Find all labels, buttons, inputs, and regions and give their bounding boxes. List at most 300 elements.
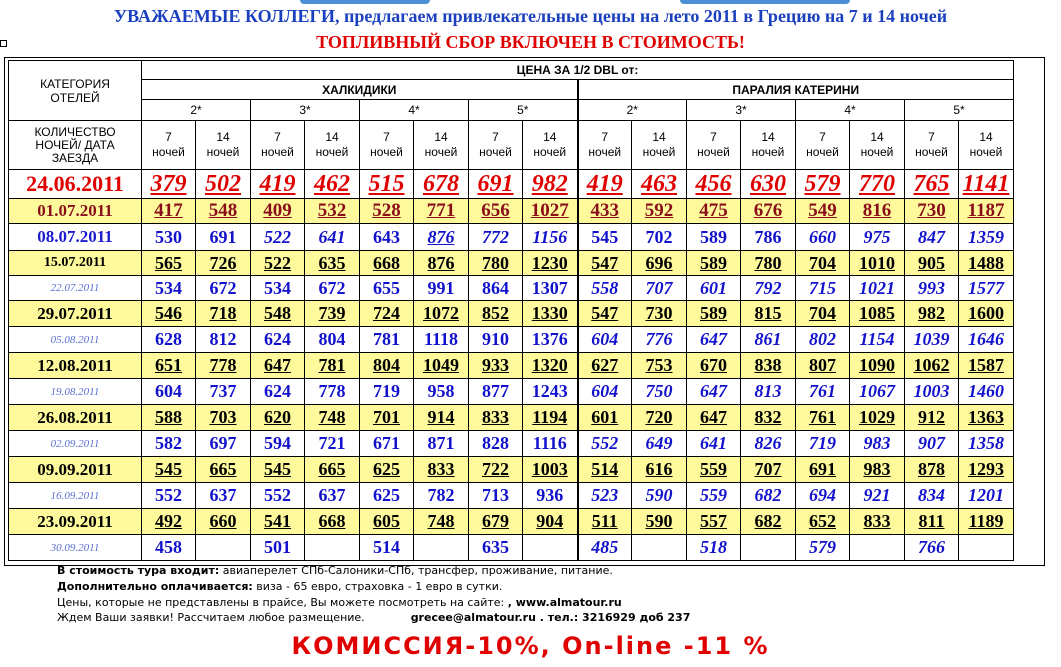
price-cell: 522 <box>251 251 305 276</box>
price-cell: 522 <box>251 224 305 251</box>
price-cell: 1243 <box>523 379 578 405</box>
price-cell: 781 <box>305 353 360 379</box>
price-cell: 579 <box>796 170 850 199</box>
price-cell <box>523 535 578 561</box>
price-cell: 665 <box>305 457 360 483</box>
price-cell: 804 <box>360 353 414 379</box>
price-cell: 771 <box>414 199 469 224</box>
price-cell: 983 <box>850 457 905 483</box>
price-cell: 847 <box>905 224 959 251</box>
price-cell: 668 <box>305 509 360 535</box>
price-cell <box>741 535 796 561</box>
price-cell: 604 <box>142 379 196 405</box>
price-cell: 982 <box>523 170 578 199</box>
price-cell: 834 <box>905 483 959 509</box>
price-cell: 724 <box>360 301 414 327</box>
price-cell: 691 <box>196 224 251 251</box>
price-cell: 558 <box>578 276 632 301</box>
table-row <box>9 431 1014 457</box>
nights-header: 7 ночей <box>142 121 196 170</box>
price-cell: 737 <box>196 379 251 405</box>
nights-header: 7 ночей <box>360 121 414 170</box>
arrival-date: 05.08.2011 <box>9 327 142 353</box>
footer-line-extra: Дополнительно оплачивается: виза - 65 евро, страховка - 1 евро в сутки. <box>57 580 503 593</box>
arrival-date: 02.09.2011 <box>9 431 142 457</box>
price-cell: 475 <box>687 199 741 224</box>
arrival-date: 19.08.2011 <box>9 379 142 405</box>
price-cell: 604 <box>578 327 632 353</box>
nights-header: 7 ночей <box>796 121 850 170</box>
price-cell: 1460 <box>959 379 1014 405</box>
price-cell: 852 <box>469 301 523 327</box>
price-cell: 628 <box>142 327 196 353</box>
price-cell: 1154 <box>850 327 905 353</box>
price-cell: 643 <box>360 224 414 251</box>
price-cell: 1116 <box>523 431 578 457</box>
price-cell: 601 <box>578 405 632 431</box>
arrival-date: 29.07.2011 <box>9 301 142 327</box>
price-cell: 816 <box>850 199 905 224</box>
price-cell: 704 <box>796 251 850 276</box>
price-cell: 1039 <box>905 327 959 353</box>
price-cell: 530 <box>142 224 196 251</box>
star-category-header: 2* <box>142 100 251 121</box>
price-cell: 647 <box>687 327 741 353</box>
price-cell: 502 <box>196 170 251 199</box>
price-cell: 1029 <box>850 405 905 431</box>
star-category-header: 2* <box>578 100 687 121</box>
price-cell <box>196 535 251 561</box>
price-cell: 547 <box>578 301 632 327</box>
price-cell: 433 <box>578 199 632 224</box>
price-cell: 579 <box>796 535 850 561</box>
nights-header: 14 ночей <box>523 121 578 170</box>
price-cell: 991 <box>414 276 469 301</box>
price-cell: 1062 <box>905 353 959 379</box>
nights-header: 7 ночей <box>251 121 305 170</box>
price-cell: 656 <box>469 199 523 224</box>
price-cell: 1359 <box>959 224 1014 251</box>
nights-header: 7 ночей <box>905 121 959 170</box>
price-cell: 770 <box>850 170 905 199</box>
price-cell: 753 <box>632 353 687 379</box>
price-cell: 605 <box>360 509 414 535</box>
price-cell: 702 <box>632 224 687 251</box>
price-cell: 630 <box>741 170 796 199</box>
price-cell: 691 <box>796 457 850 483</box>
arrival-date: 24.06.2011 <box>9 170 142 199</box>
header-title: УВАЖАЕМЫЕ КОЛЛЕГИ, предлагаем привлекательные цены на лето 2011 в Грецию на 7 и 14 ночей <box>113 6 948 26</box>
nights-header: 14 ночей <box>305 121 360 170</box>
price-cell: 772 <box>469 224 523 251</box>
arrival-date: 09.09.2011 <box>9 457 142 483</box>
price-cell: 713 <box>469 483 523 509</box>
price-cell: 765 <box>905 170 959 199</box>
price-cell: 1085 <box>850 301 905 327</box>
price-cell: 1049 <box>414 353 469 379</box>
price-cell: 958 <box>414 379 469 405</box>
price-cell: 635 <box>305 251 360 276</box>
price-cell: 534 <box>251 276 305 301</box>
price-cell: 904 <box>523 509 578 535</box>
price-cell: 523 <box>578 483 632 509</box>
price-cell: 409 <box>251 199 305 224</box>
price-cell: 665 <box>196 457 251 483</box>
price-cell: 761 <box>796 405 850 431</box>
region-halkidiki: ХАЛКИДИКИ <box>142 80 578 100</box>
price-cell: 601 <box>687 276 741 301</box>
price-cell: 766 <box>905 535 959 561</box>
price-cell: 557 <box>687 509 741 535</box>
table-row <box>9 170 1014 199</box>
price-cell: 1189 <box>959 509 1014 535</box>
nights-header: 7 ночей <box>687 121 741 170</box>
arrival-date: 08.07.2011 <box>9 224 142 251</box>
price-cell: 812 <box>196 327 251 353</box>
price-cell: 864 <box>469 276 523 301</box>
price-cell: 802 <box>796 327 850 353</box>
price-cell: 748 <box>414 509 469 535</box>
price-cell: 718 <box>196 301 251 327</box>
price-cell: 594 <box>251 431 305 457</box>
price-cell: 778 <box>196 353 251 379</box>
price-cell: 1141 <box>959 170 1014 199</box>
arrival-date: 22.07.2011 <box>9 276 142 301</box>
price-cell: 552 <box>251 483 305 509</box>
price-cell <box>850 535 905 561</box>
nights-header: 7 ночей <box>469 121 523 170</box>
arrival-date: 30.09.2011 <box>9 535 142 561</box>
price-cell: 1027 <box>523 199 578 224</box>
price-cell: 781 <box>360 327 414 353</box>
price-cell: 780 <box>741 251 796 276</box>
price-cell: 1358 <box>959 431 1014 457</box>
price-cell: 761 <box>796 379 850 405</box>
price-cell: 748 <box>305 405 360 431</box>
category-header: КАТЕГОРИЯ ОТЕЛЕЙ <box>9 61 142 121</box>
price-cell: 462 <box>305 170 360 199</box>
price-cell: 826 <box>741 431 796 457</box>
price-cell: 552 <box>142 483 196 509</box>
price-cell: 668 <box>360 251 414 276</box>
price-cell: 672 <box>305 276 360 301</box>
nights-header: 14 ночей <box>632 121 687 170</box>
price-cell: 871 <box>414 431 469 457</box>
price-cell: 546 <box>142 301 196 327</box>
price-cell: 876 <box>414 251 469 276</box>
price-cell: 905 <box>905 251 959 276</box>
price-cell: 704 <box>796 301 850 327</box>
price-cell: 1072 <box>414 301 469 327</box>
corner-marker <box>0 40 7 47</box>
arrival-date: 23.09.2011 <box>9 509 142 535</box>
price-cell: 548 <box>251 301 305 327</box>
price-cell: 676 <box>741 199 796 224</box>
price-cell: 697 <box>196 431 251 457</box>
price-cell: 1021 <box>850 276 905 301</box>
price-cell: 719 <box>360 379 414 405</box>
price-cell: 1201 <box>959 483 1014 509</box>
price-cell: 691 <box>469 170 523 199</box>
price-cell: 720 <box>632 405 687 431</box>
nights-header: 14 ночей <box>196 121 251 170</box>
price-cell: 1307 <box>523 276 578 301</box>
price-header: ЦЕНА ЗА 1/2 DBL от: <box>142 61 1014 80</box>
price-cell: 807 <box>796 353 850 379</box>
price-cell: 641 <box>305 224 360 251</box>
price-cell: 876 <box>414 224 469 251</box>
price-cell: 813 <box>741 379 796 405</box>
price-cell: 1156 <box>523 224 578 251</box>
price-cell: 624 <box>251 327 305 353</box>
price-cell <box>414 535 469 561</box>
price-cell: 1330 <box>523 301 578 327</box>
price-cell: 625 <box>360 483 414 509</box>
price-cell: 975 <box>850 224 905 251</box>
price-cell: 582 <box>142 431 196 457</box>
price-cell: 518 <box>687 535 741 561</box>
price-cell: 921 <box>850 483 905 509</box>
price-cell: 786 <box>741 224 796 251</box>
price-cell: 545 <box>142 457 196 483</box>
price-cell: 463 <box>632 170 687 199</box>
price-cell: 592 <box>632 199 687 224</box>
price-cell: 833 <box>414 457 469 483</box>
nights-header: 14 ночей <box>741 121 796 170</box>
price-cell: 815 <box>741 301 796 327</box>
star-category-header: 3* <box>251 100 360 121</box>
price-cell: 707 <box>632 276 687 301</box>
price-cell: 647 <box>251 353 305 379</box>
price-cell: 678 <box>414 170 469 199</box>
price-cell: 647 <box>687 405 741 431</box>
price-cell: 982 <box>905 301 959 327</box>
price-cell: 1376 <box>523 327 578 353</box>
price-cell: 1230 <box>523 251 578 276</box>
price-cell: 1646 <box>959 327 1014 353</box>
price-cell: 776 <box>632 327 687 353</box>
contact-email[interactable]: grecee@almatour.ru . тел.: 3216929 доб 237 <box>410 611 691 624</box>
price-cell: 379 <box>142 170 196 199</box>
header-decoration <box>680 0 850 4</box>
price-cell: 647 <box>687 379 741 405</box>
arrival-date: 16.09.2011 <box>9 483 142 509</box>
price-cell: 655 <box>360 276 414 301</box>
price-cell: 1194 <box>523 405 578 431</box>
price-cell: 877 <box>469 379 523 405</box>
price-cell: 730 <box>905 199 959 224</box>
price-cell: 528 <box>360 199 414 224</box>
site-link[interactable]: , www.almatour.ru <box>507 596 622 609</box>
table-row <box>9 457 1014 483</box>
price-cell: 1067 <box>850 379 905 405</box>
table-row <box>9 535 1014 561</box>
price-cell: 651 <box>142 353 196 379</box>
price-cell: 696 <box>632 251 687 276</box>
price-cell: 627 <box>578 353 632 379</box>
price-cell: 589 <box>687 224 741 251</box>
price-cell <box>632 535 687 561</box>
table-row <box>9 251 1014 276</box>
nights-header: 14 ночей <box>850 121 905 170</box>
price-cell: 993 <box>905 276 959 301</box>
price-cell: 549 <box>796 199 850 224</box>
price-cell: 778 <box>305 379 360 405</box>
price-cell: 545 <box>578 224 632 251</box>
table-row <box>9 199 1014 224</box>
price-cell: 485 <box>578 535 632 561</box>
star-category-header: 5* <box>469 100 578 121</box>
price-cell: 682 <box>741 483 796 509</box>
price-cell: 547 <box>578 251 632 276</box>
price-cell: 914 <box>414 405 469 431</box>
footer-line-included: В стоимость тура входит: авиаперелет СПб-Салоники-СПб, трансфер, проживание, питание. <box>57 564 613 577</box>
price-cell: 501 <box>251 535 305 561</box>
price-cell: 672 <box>196 276 251 301</box>
price-cell: 1488 <box>959 251 1014 276</box>
price-cell: 649 <box>632 431 687 457</box>
header-subtitle: ТОПЛИВНЫЙ СБОР ВКЛЮЧЕН В СТОИМОСТЬ! <box>316 32 745 52</box>
price-cell: 1363 <box>959 405 1014 431</box>
price-cell: 1090 <box>850 353 905 379</box>
price-cell: 983 <box>850 431 905 457</box>
price-cell: 635 <box>469 535 523 561</box>
price-cell: 832 <box>741 405 796 431</box>
price-cell: 739 <box>305 301 360 327</box>
price-cell: 624 <box>251 379 305 405</box>
price-cell: 590 <box>632 509 687 535</box>
price-cell: 589 <box>687 301 741 327</box>
price-cell: 534 <box>142 276 196 301</box>
nights-date-label: КОЛИЧЕСТВО НОЧЕЙ/ ДАТА ЗАЕЗДА <box>9 121 142 170</box>
price-cell: 792 <box>741 276 796 301</box>
price-cell: 458 <box>142 535 196 561</box>
arrival-date: 26.08.2011 <box>9 405 142 431</box>
table-row <box>9 353 1014 379</box>
price-cell: 1587 <box>959 353 1014 379</box>
price-cell: 750 <box>632 379 687 405</box>
price-cell: 620 <box>251 405 305 431</box>
price-cell: 514 <box>360 535 414 561</box>
price-cell: 936 <box>523 483 578 509</box>
price-cell: 565 <box>142 251 196 276</box>
price-cell: 604 <box>578 379 632 405</box>
price-cell: 828 <box>469 431 523 457</box>
price-cell: 782 <box>414 483 469 509</box>
price-cell: 907 <box>905 431 959 457</box>
price-cell: 419 <box>578 170 632 199</box>
table-row <box>9 509 1014 535</box>
price-cell: 660 <box>796 224 850 251</box>
nights-header: 7 ночей <box>578 121 632 170</box>
price-table <box>8 60 1014 561</box>
price-cell: 589 <box>687 251 741 276</box>
star-category-header: 4* <box>360 100 469 121</box>
footer-line-site: Цены, которые не представлены в прайсе, Вы можете посмотреть на сайте: , www.almatour.ru <box>57 596 622 609</box>
price-cell: 833 <box>850 509 905 535</box>
arrival-date: 15.07.2011 <box>9 251 142 276</box>
price-cell: 514 <box>578 457 632 483</box>
table-row <box>9 405 1014 431</box>
price-cell: 548 <box>196 199 251 224</box>
price-cell: 552 <box>578 431 632 457</box>
price-cell: 545 <box>251 457 305 483</box>
nights-header: 14 ночей <box>959 121 1014 170</box>
price-cell: 703 <box>196 405 251 431</box>
price-cell <box>959 535 1014 561</box>
region-paralia-katerini: ПАРАЛИЯ КАТЕРИНИ <box>578 80 1014 100</box>
price-cell: 637 <box>196 483 251 509</box>
price-cell: 532 <box>305 199 360 224</box>
price-cell: 682 <box>741 509 796 535</box>
commission-promo: КОМИССИЯ-10%, On-line -11 % <box>291 632 770 660</box>
price-cell: 715 <box>796 276 850 301</box>
table-row <box>9 224 1014 251</box>
price-cell: 417 <box>142 199 196 224</box>
price-cell: 1003 <box>523 457 578 483</box>
price-cell: 1600 <box>959 301 1014 327</box>
price-cell <box>305 535 360 561</box>
table-row <box>9 327 1014 353</box>
footer-line-contacts: Ждем Ваши заявки! Рассчитаем любое размещение. grecee@almatour.ru . тел.: 3216929 доб 237 <box>57 611 691 624</box>
price-cell: 861 <box>741 327 796 353</box>
price-cell: 1577 <box>959 276 1014 301</box>
price-cell: 1320 <box>523 353 578 379</box>
price-cell: 511 <box>578 509 632 535</box>
price-cell: 670 <box>687 353 741 379</box>
price-cell: 1003 <box>905 379 959 405</box>
price-cell: 730 <box>632 301 687 327</box>
price-cell: 833 <box>469 405 523 431</box>
price-cell: 719 <box>796 431 850 457</box>
price-cell: 1118 <box>414 327 469 353</box>
price-cell: 804 <box>305 327 360 353</box>
table-row <box>9 483 1014 509</box>
price-cell: 780 <box>469 251 523 276</box>
price-cell: 811 <box>905 509 959 535</box>
price-cell: 456 <box>687 170 741 199</box>
price-cell: 559 <box>687 457 741 483</box>
price-cell: 679 <box>469 509 523 535</box>
price-cell: 590 <box>632 483 687 509</box>
star-category-header: 3* <box>687 100 796 121</box>
price-cell: 910 <box>469 327 523 353</box>
price-cell: 838 <box>741 353 796 379</box>
price-cell: 492 <box>142 509 196 535</box>
price-cell: 671 <box>360 431 414 457</box>
star-category-header: 4* <box>796 100 905 121</box>
price-cell: 1010 <box>850 251 905 276</box>
price-cell: 722 <box>469 457 523 483</box>
price-cell: 616 <box>632 457 687 483</box>
price-cell: 559 <box>687 483 741 509</box>
price-cell: 707 <box>741 457 796 483</box>
arrival-date: 01.07.2011 <box>9 199 142 224</box>
price-cell: 652 <box>796 509 850 535</box>
header-decoration <box>300 0 430 4</box>
price-cell: 878 <box>905 457 959 483</box>
price-cell: 515 <box>360 170 414 199</box>
price-cell: 726 <box>196 251 251 276</box>
price-cell: 1187 <box>959 199 1014 224</box>
price-cell: 694 <box>796 483 850 509</box>
price-cell: 641 <box>687 431 741 457</box>
table-row <box>9 379 1014 405</box>
price-cell: 721 <box>305 431 360 457</box>
price-cell: 625 <box>360 457 414 483</box>
table-row <box>9 301 1014 327</box>
price-cell: 637 <box>305 483 360 509</box>
